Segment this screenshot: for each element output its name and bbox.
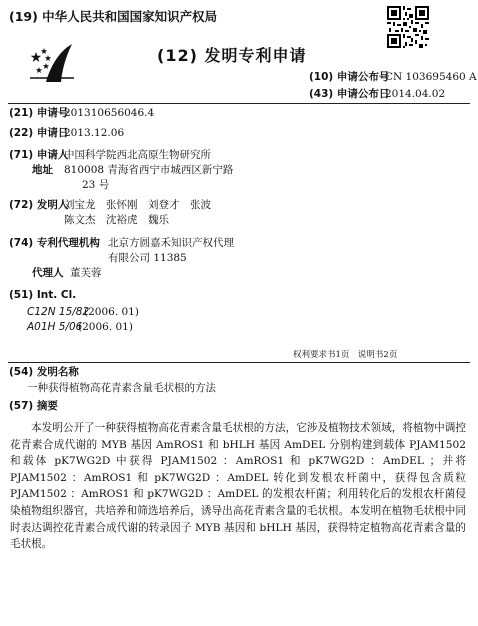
section-divider: [8, 362, 470, 363]
publication-number-value: CN 103695460 A: [385, 71, 477, 83]
inventor-line-1: 刘宝龙 张怀刚 刘登才 张波: [64, 199, 211, 211]
publication-date-value: 2014.04.02: [385, 88, 446, 100]
publication-number-label: (10) 申请公布号: [309, 71, 390, 83]
ipc-code-1: C12N 15/82: [27, 306, 90, 318]
application-date-label: (22) 申请日: [9, 127, 69, 139]
agent-value: 董芙蓉: [70, 267, 102, 279]
header-divider: [8, 103, 470, 104]
document-type-title: (12) 发明专利申请: [157, 46, 307, 65]
invention-title-value: 一种获得植物高花青素含量毛状根的方法: [27, 382, 216, 394]
publication-date-label: (43) 申请公布日: [309, 88, 390, 100]
ipc-date-2: (2006. 01): [78, 321, 133, 333]
application-date-value: 2013.12.06: [64, 127, 125, 139]
office-name: (19) 中华人民共和国国家知识产权局: [9, 9, 218, 24]
int-cl-label: (51) Int. Cl.: [9, 289, 77, 301]
ipc-code-2: A01H 5/06: [27, 321, 83, 333]
page-count-note: 权利要求书1页 说明书2页: [293, 350, 398, 360]
agency-label: (74) 专利代理机构: [9, 237, 100, 249]
applicant-value: 中国科学院西北高原生物研究所: [64, 149, 211, 161]
qr-code-icon: [387, 6, 429, 48]
application-number-value: 201310656046.4: [64, 107, 155, 119]
address-line-2: 23 号: [82, 179, 110, 191]
abstract-text: 本发明公开了一种获得植物高花青素含量毛状根的方法，它涉及植物技术领域，将植物中调控花青素合成代谢的 MYB 基因 AmROS1 和 bHLH 基因 AmDEL 分别构建到载体 PJAM1502 和载体 pK7WG2D 中获得 PJAM1502 ：AmROS1 和 pK7WG2D ：AmDEL ；并将 PJAM1502 ：AmROS1 和 pK7WG2D ：AmDEL 转化到发根农杆菌中，获得包含质粒 PJAM1502 ：AmROS1 和 pK7WG2D ：AmDEL 的发根农杆菌；利用转化后的发根农杆菌侵染植物组织器官，共培养和筛选培养后，诱导出高花青素含量的毛状根。本发明在植物毛状根中同时表达调控花青素合成代谢的转录因子 MYB 基因和 bHLH 基因，获得特定植物高花青素含量的毛状根。: [10, 422, 466, 551]
cnipa-logo-icon: [28, 40, 74, 84]
inventor-label: (72) 发明人: [9, 199, 69, 211]
inventor-line-2: 陈文杰 沈裕虎 魏乐: [64, 214, 169, 226]
agency-line-1: 北京方圆嘉禾知识产权代理: [108, 237, 234, 249]
abstract-label: (57) 摘要: [9, 400, 58, 412]
application-number-label: (21) 申请号: [9, 107, 69, 119]
address-line-1: 810008 青海省西宁市城西区新宁路: [64, 164, 234, 176]
agency-line-2: 有限公司 11385: [108, 252, 187, 264]
invention-title-label: (54) 发明名称: [9, 366, 79, 378]
address-label: 地址: [32, 164, 53, 176]
ipc-date-1: (2006. 01): [84, 306, 139, 318]
applicant-label: (71) 申请人: [9, 149, 69, 161]
agent-label: 代理人: [32, 267, 64, 279]
